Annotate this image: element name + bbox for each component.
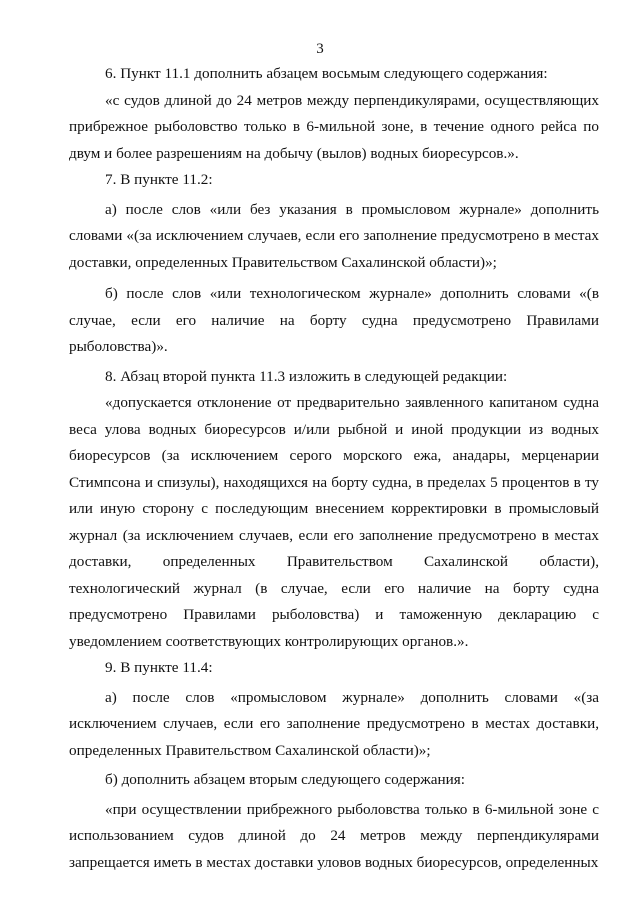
paragraph: «при осуществлении прибрежного рыболовства только в 6-мильной зоне с использованием судов длиной до 24 метров между перпендикулярами запрещается иметь в местах доставки уловов водных биоресурсов, определенных: [69, 800, 599, 871]
paragraph: 8. Абзац второй пункта 11.3 изложить в следующей редакции:: [105, 367, 508, 385]
paragraph: б) дополнить абзацем вторым следующего содержания:: [105, 771, 465, 788]
paragraph: 7. В пункте 11.2:: [105, 171, 213, 188]
page-number: 3: [316, 41, 324, 57]
paragraph: «допускается отклонение от предварительно заявленного капитаном судна веса улова водных биоресурсов и/или рыбной и иной продукции из водных биоресурсов (за исключением серого морского ежа, анадары, мерценарии Стимпсона и спизулы), находящихся на борту судна, в пределах 5 процентов в ту или иную сторону с последующим внесением корректировки в промысловый журнал (за исключением случаев, если его заполнение предусмотрено в местах доставки, определенных Правительством Сахалинской области), технологический журнал (в случае, если его наличие на борту судна предусмотрено Правилами рыболовства) и таможенную декларацию с уведомлением соответствующих контролирующих органов.».: [69, 394, 599, 650]
paragraph: 9. В пункте 11.4:: [105, 659, 213, 676]
paragraph: а) после слов «или без указания в промысловом журнале» дополнить словами «(за исключением случаев, если его заполнение предусмотрено в местах доставки, определенных Правительством Сахалинской области)»;: [69, 200, 599, 271]
paragraph: а) после слов «промысловом журнале» дополнить словами «(за исключением случаев, если его заполнение предусмотрено в местах доставки, определенных Правительством Сахалинской области)»;: [69, 688, 599, 759]
paragraph: б) после слов «или технологическом журнале» дополнить словами «(в случае, если его наличие на борту судна предусмотрено Правилами рыболовства)».: [69, 285, 599, 355]
paragraph: «с судов длиной до 24 метров между перпендикулярами, осуществляющих прибрежное рыболовство только в 6-мильной зоне, в течение одного рейса по двум и более разрешениям на добычу (вылов) водных биоресурсов.».: [69, 91, 599, 162]
document-body: [69, 61, 599, 876]
paragraph: 6. Пункт 11.1 дополнить абзацем восьмым следующего содержания:: [105, 65, 548, 82]
